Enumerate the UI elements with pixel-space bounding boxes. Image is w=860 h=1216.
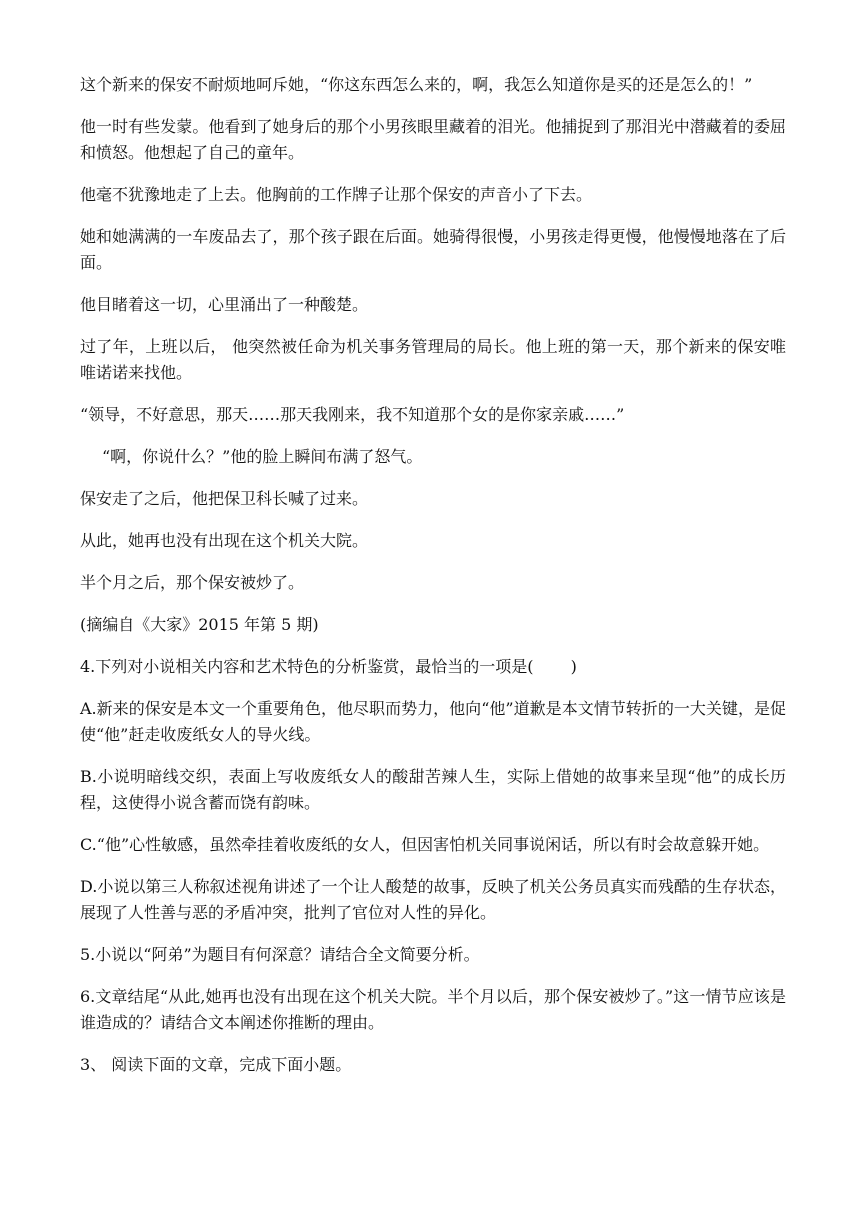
question-4: 4.下列对小说相关内容和艺术特色的分析鉴赏，最恰当的一项是( ) xyxy=(80,657,577,676)
option-c: C.“他”心性敏感，虽然牵挂着收废纸的女人，但因害怕机关同事说闲话，所以有时会故意躲开她。 xyxy=(80,835,770,854)
story-paragraph: 她和她满满的一车废品去了，那个孩子跟在后面。她骑得很慢，小男孩走得更慢，他慢慢地落在了后面。 xyxy=(80,227,786,272)
story-paragraph: 他毫不犹豫地走了上去。他胸前的工作牌子让那个保安的声音小了下去。 xyxy=(80,185,593,204)
option-b: B.小说明暗线交织，表面上写收废纸女人的酸甜苦辣人生，实际上借她的故事来呈现“他”的成长历程，这使得小说含蓄而饶有韵味。 xyxy=(80,767,786,812)
story-paragraph: 半个月之后，那个保安被炒了。 xyxy=(80,573,305,592)
story-paragraph: 从此，她再也没有出现在这个机关大院。 xyxy=(80,531,369,550)
option-d: D.小说以第三人称叙述视角讲述了一个让人酸楚的故事，反映了机关公务员真实而残酷的生存状态，展现了人性善与恶的矛盾冲突，批判了官位对人性的异化。 xyxy=(80,877,786,922)
story-paragraph: 保安走了之后，他把保卫科长喊了过来。 xyxy=(80,489,369,508)
story-paragraph: 过了年，上班以后， 他突然被任命为机关事务管理局的局长。他上班的第一天，那个新来的保安唯唯诺诺来找他。 xyxy=(80,337,786,382)
section-3-heading: 3、 阅读下面的文章，完成下面小题。 xyxy=(80,1055,352,1074)
document-page xyxy=(80,72,786,1094)
story-paragraph: 这个新来的保安不耐烦地呵斥她，“你这东西怎么来的，啊，我怎么知道你是买的还是怎么的！” xyxy=(80,75,753,94)
dialogue-paragraph: “啊，你说什么？”他的脸上瞬间布满了怒气。 xyxy=(102,447,423,466)
source-citation: (摘编自《大家》2015 年第 5 期) xyxy=(80,615,319,634)
question-6: 6.文章结尾“从此,她再也没有出现在这个机关大院。半个月以后，那个保安被炒了。”这一情节应该是谁造成的？请结合文本阐述你推断的理由。 xyxy=(80,987,786,1032)
option-a: A.新来的保安是本文一个重要角色，他尽职而势力，他向“他”道歉是本文情节转折的一大关键，是促使“他”赶走收废纸女人的导火线。 xyxy=(80,699,786,744)
story-paragraph: 他一时有些发蒙。他看到了她身后的那个小男孩眼里藏着的泪光。他捕捉到了那泪光中潜藏着的委屈和愤怒。他想起了自己的童年。 xyxy=(80,117,786,162)
dialogue-paragraph: “领导，不好意思，那天……那天我刚来，我不知道那个女的是你家亲戚……” xyxy=(80,405,625,424)
question-5: 5.小说以“阿弟”为题目有何深意？请结合全文简要分析。 xyxy=(80,945,480,964)
story-paragraph: 他目睹着这一切，心里涌出了一种酸楚。 xyxy=(80,295,369,314)
